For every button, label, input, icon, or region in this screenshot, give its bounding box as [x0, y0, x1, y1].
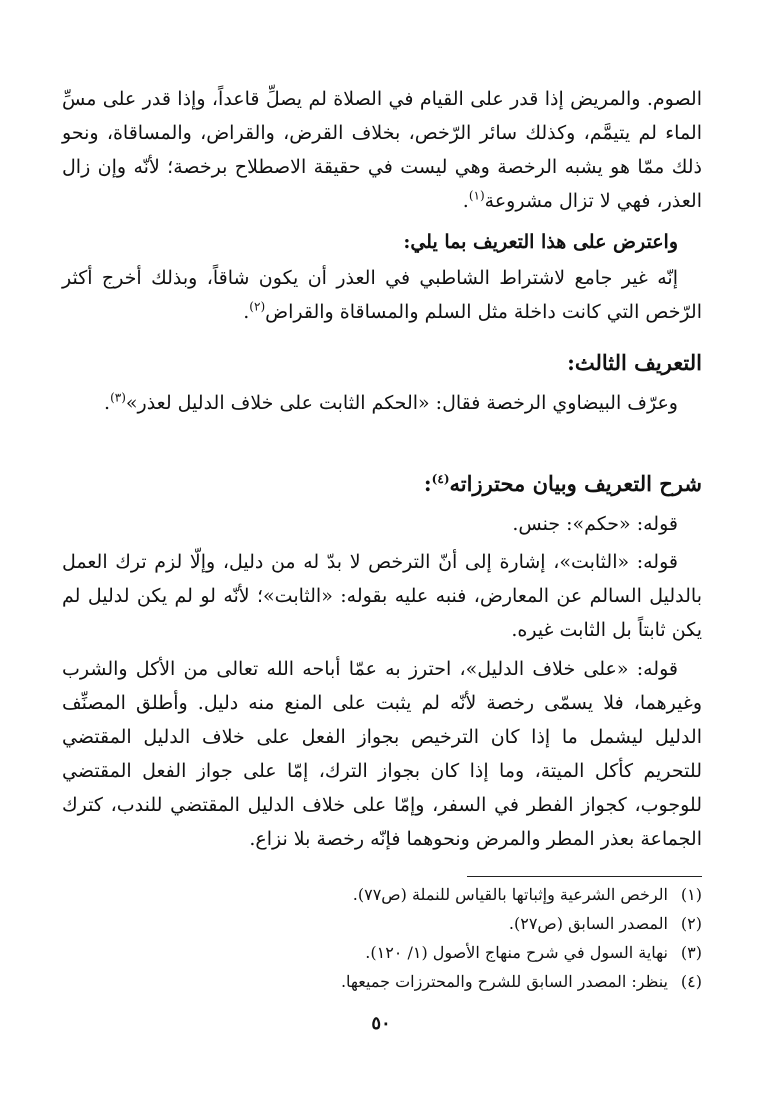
paragraph-1-text: الصوم. والمريض إذا قدر على القيام في الصلاة لم يصلِّ قاعداً، وإذا قدر على مسِّ الماء لم يتيمَّم، وكذلك سائر الرّخص، بخلاف القرض، والقراض، والمساقاة، ونحو ذلك ممّا هو يشبه الرخصة وهي ليست في حقيقة الاصطلاح برخصة؛ لأنّه وإن زال العذر، فهي لا تزال مشروعة — [62, 88, 702, 212]
paragraph-2 — [62, 261, 702, 329]
paragraph-1-end: . — [462, 190, 469, 212]
paragraph-3-end: . — [104, 392, 111, 414]
paragraph-4-text: قوله: «حكم»: جنس. — [512, 513, 678, 535]
paragraph-5-text: قوله: «الثابت»، إشارة إلى أنّ الترخص لا بدّ له من دليل، وإلّا لزم ترك العمل بالدليل السالم عن المعارض، فنبه عليه بقوله: «الثابت»؛ لأنّه لو لم يكن لدليل لم يكن ثابتاً بل الثابت غيره. — [62, 551, 702, 641]
footnote-ref-3: (٣) — [110, 390, 126, 405]
page-number: ٥٠ — [371, 1013, 391, 1034]
footnote-2-number: (٢) — [680, 914, 702, 933]
objection-intro — [62, 225, 702, 259]
footnote-2-text: المصدر السابق (ص٢٧). — [508, 914, 668, 933]
footnote-1-number: (١) — [680, 885, 702, 904]
paragraph-3 — [62, 386, 702, 420]
paragraph-6 — [62, 652, 702, 856]
heading-explanation-text: شرح التعريف وبيان محترزاته — [449, 471, 702, 496]
footnote-3-number: (٣) — [680, 943, 702, 962]
footnote-ref-4: (٤) — [431, 472, 450, 486]
paragraph-3-text: وعرّف البيضاوي الرخصة فقال: «الحكم الثابت على خلاف الدليل لعذر» — [125, 392, 678, 414]
footnote-4-text: ينظر: المصدر السابق للشرح والمحترزات جميعها. — [340, 972, 668, 991]
footnote-3-text: نهاية السول في شرح منهاج الأصول (١/ ١٢٠). — [365, 943, 668, 962]
heading-third-text: التعريف الثالث: — [567, 350, 702, 375]
footnote-1-text: الرخص الشرعية وإثباتها بالقياس للنملة (ص٧٧). — [352, 885, 668, 904]
paragraph-1 — [62, 82, 702, 218]
heading-third-definition — [62, 346, 702, 380]
footnote-4-number: (٤) — [680, 972, 702, 991]
objection-intro-text: واعترض على هذا التعريف بما يلي: — [403, 231, 678, 253]
paragraph-6-text: قوله: «على خلاف الدليل»، احترز به عمّا أباحه الله تعالى من الأكل والشرب وغيرهما، فلا يسمّى رخصة لأنّه لم يثبت على المنع منه دليل. وأطلق المصنِّف الدليل ليشمل ما إذا كان الترخيص بجواز الفعل على خلاف الدليل المقتضي للتحريم كأكل الميتة، وما إذا كان بجواز الترك، إمّا على جواز الفعل المقتضي للوجوب، كجواز الفطر في السفر، وإمّا على خلاف الدليل المقتضي للندب، كترك الجماعة بعذر المطر والمرض ونحوهما فإنّه رخصة بلا نزاع. — [62, 658, 702, 850]
footnote-2 — [62, 909, 702, 938]
paragraph-2-end: . — [243, 301, 250, 323]
footnote-4 — [62, 967, 702, 996]
footnote-ref-1: (١) — [468, 188, 485, 203]
footnote-separator — [467, 876, 702, 877]
heading-explanation — [62, 467, 702, 501]
paragraph-4 — [62, 507, 702, 541]
footnote-3 — [62, 938, 702, 967]
paragraph-2-text: إنّه غير جامع لاشتراط الشاطبي في العذر أن يكون شاقاً، وبذلك أخرج أكثر الرّخص التي كانت داخلة مثل السلم والمساقاة والقراض — [62, 267, 702, 323]
footnote-ref-2: (٢) — [249, 299, 266, 314]
paragraph-5 — [62, 545, 702, 647]
footnote-1 — [62, 880, 702, 909]
heading-explanation-end: : — [423, 471, 432, 496]
footnotes — [62, 880, 702, 996]
